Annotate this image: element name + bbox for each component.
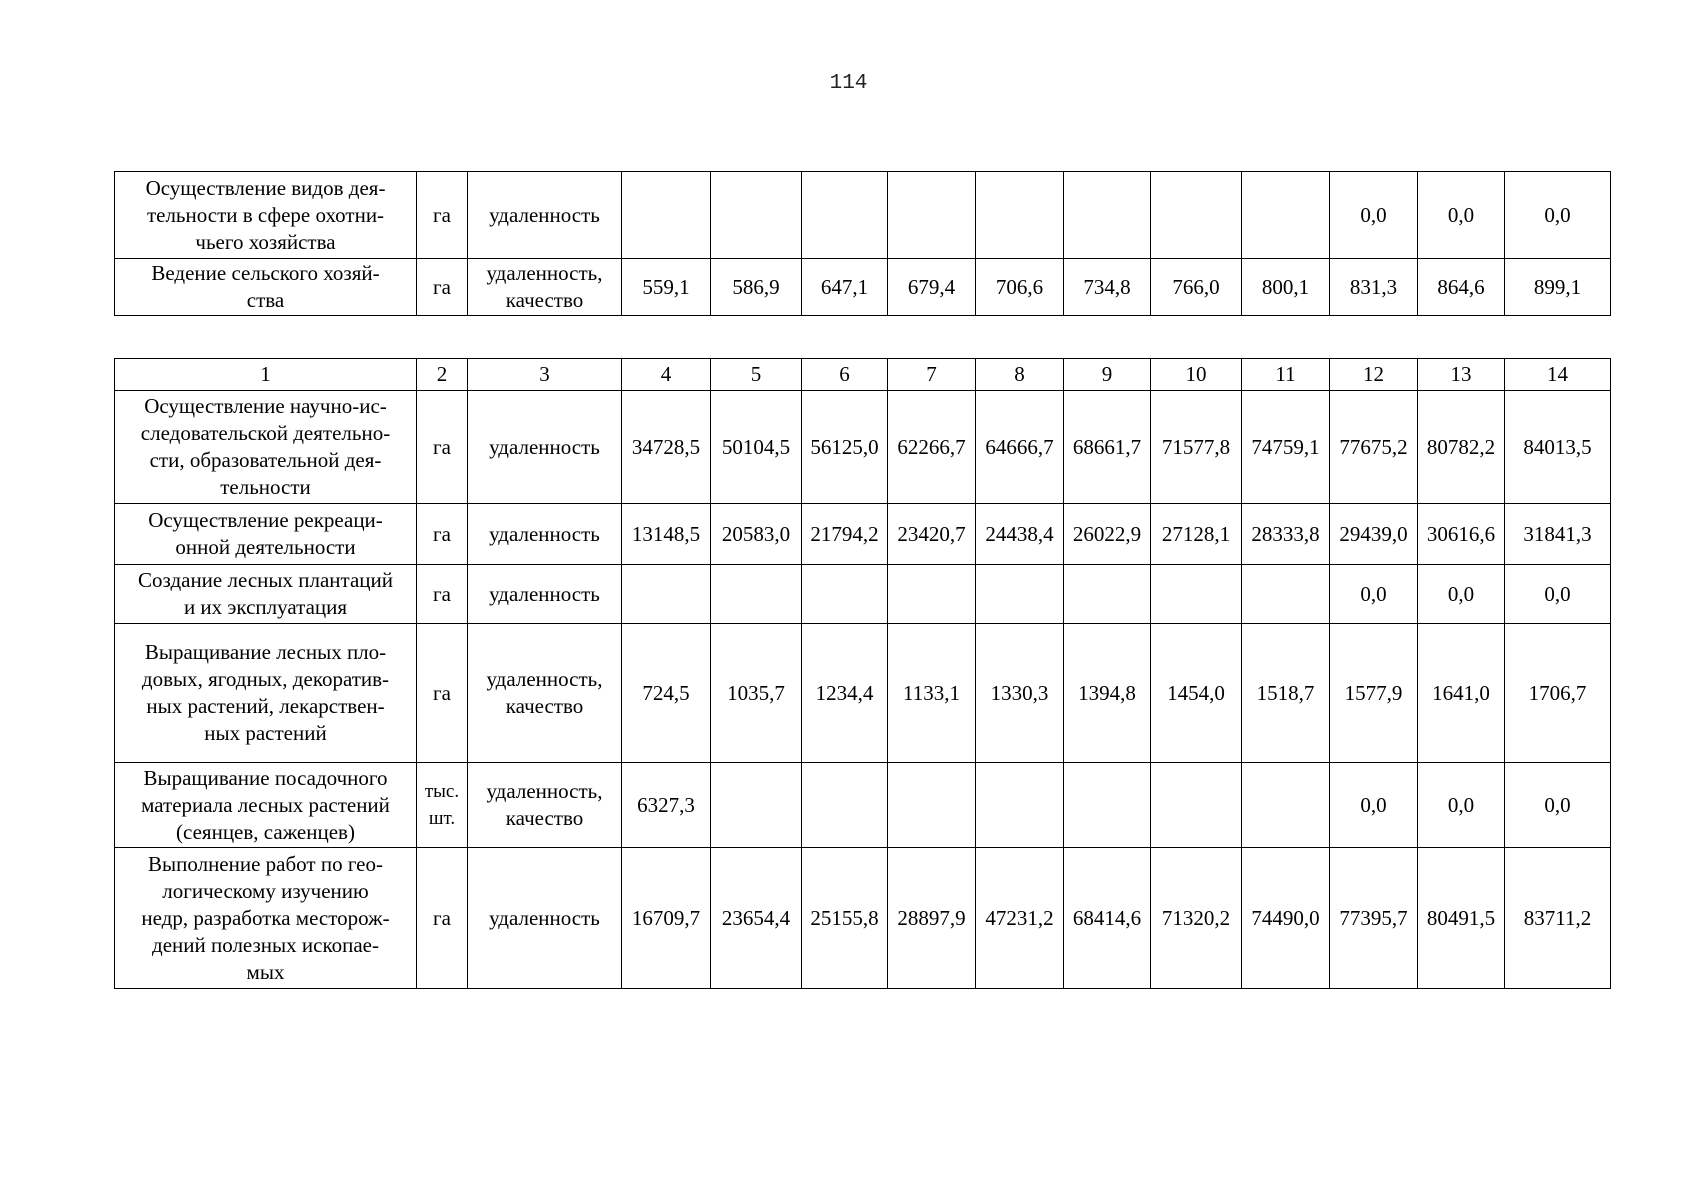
- column-number-cell: 6: [802, 359, 888, 391]
- value-cell: 77675,2: [1330, 391, 1418, 504]
- row-name-line: тельности в сфере охотни-: [146, 202, 385, 227]
- column-number-cell: 1: [115, 359, 417, 391]
- factor-cell: [468, 565, 622, 624]
- value-cell: 26022,9: [1064, 504, 1151, 565]
- value-cell: 68414,6: [1064, 848, 1151, 989]
- value-cell: 0,0: [1418, 763, 1505, 848]
- value-cell: 0,0: [1505, 565, 1611, 624]
- value-cell: 71577,8: [1151, 391, 1242, 504]
- value-cell: 25155,8: [802, 848, 888, 989]
- factor-text: удаленность: [489, 434, 600, 459]
- value-cell: 16709,7: [622, 848, 711, 989]
- value-cell: 34728,5: [622, 391, 711, 504]
- value-cell: 13148,5: [622, 504, 711, 565]
- value-cell: 47231,2: [976, 848, 1064, 989]
- row-name-line: следовательской деятельно-: [140, 421, 391, 445]
- value-cell: 62266,7: [888, 391, 976, 504]
- factor-cell: [468, 259, 622, 316]
- factor-text: удаленность, качество: [486, 779, 603, 830]
- table-row: [115, 565, 1611, 624]
- value-cell: 77395,7: [1330, 848, 1418, 989]
- unit-text: га: [433, 581, 451, 606]
- row-name-line: недр, разработка месторож-: [141, 905, 390, 930]
- column-number-cell: 3: [468, 359, 622, 391]
- forest-use-table: [114, 358, 1611, 989]
- row-name-cell: [115, 259, 417, 316]
- row-name-line: мых: [246, 959, 285, 984]
- factor-text: удаленность: [489, 202, 600, 227]
- row-name-cell: [115, 172, 417, 259]
- unit-text: га: [433, 521, 451, 546]
- value-cell: [711, 565, 802, 624]
- row-name-line: тельности: [220, 475, 311, 499]
- value-cell: [976, 763, 1064, 848]
- value-cell: [888, 172, 976, 259]
- unit-text: га: [433, 680, 451, 705]
- row-name-line: ных растений: [204, 721, 327, 745]
- row-name-cell: [115, 848, 417, 989]
- value-cell: [1064, 172, 1151, 259]
- row-name-line: Ведение сельского хозяй-: [151, 261, 380, 285]
- row-name-line: онной деятельности: [175, 535, 356, 559]
- unit-text: га: [433, 905, 451, 930]
- factor-cell: [468, 763, 622, 848]
- value-cell: 0,0: [1330, 565, 1418, 624]
- row-name-line: Осуществление видов дея-: [145, 175, 386, 200]
- value-cell: 800,1: [1242, 259, 1330, 316]
- value-cell: 56125,0: [802, 391, 888, 504]
- value-cell: 647,1: [802, 259, 888, 316]
- row-name-line: Создание лесных плантаций: [138, 568, 393, 592]
- row-name-line: логическому изучению: [162, 878, 369, 903]
- unit-cell: [417, 504, 468, 565]
- row-name-line: довых, ягодных, декоратив-: [141, 667, 390, 691]
- value-cell: 23420,7: [888, 504, 976, 565]
- table-row: [115, 391, 1611, 504]
- value-cell: 0,0: [1505, 763, 1611, 848]
- row-name-line: Выполнение работ по гео-: [148, 851, 383, 876]
- factor-cell: [468, 391, 622, 504]
- value-cell: 1035,7: [711, 624, 802, 763]
- value-cell: [622, 172, 711, 259]
- column-number-cell: 10: [1151, 359, 1242, 391]
- value-cell: 831,3: [1330, 259, 1418, 316]
- value-cell: 23654,4: [711, 848, 802, 989]
- value-cell: 679,4: [888, 259, 976, 316]
- row-name-line: и их эксплуатация: [183, 595, 348, 619]
- value-cell: 1641,0: [1418, 624, 1505, 763]
- value-cell: 0,0: [1505, 172, 1611, 259]
- column-number-cell: 4: [622, 359, 711, 391]
- column-number-cell: 12: [1330, 359, 1418, 391]
- column-number-cell: 11: [1242, 359, 1330, 391]
- value-cell: 706,6: [976, 259, 1064, 316]
- row-name-line: ства: [246, 288, 285, 312]
- factor-cell: [468, 504, 622, 565]
- row-name-cell: [115, 624, 417, 763]
- value-cell: [622, 565, 711, 624]
- column-number-cell: 9: [1064, 359, 1151, 391]
- value-cell: [976, 565, 1064, 624]
- value-cell: [1151, 565, 1242, 624]
- value-cell: 84013,5: [1505, 391, 1611, 504]
- unit-text: га: [433, 202, 451, 227]
- value-cell: 31841,3: [1505, 504, 1611, 565]
- column-number-cell: 14: [1505, 359, 1611, 391]
- unit-cell: [417, 763, 468, 848]
- value-cell: 83711,2: [1505, 848, 1611, 989]
- unit-text: га: [433, 274, 451, 299]
- unit-text: тыс. шт.: [424, 781, 460, 829]
- value-cell: 71320,2: [1151, 848, 1242, 989]
- value-cell: 899,1: [1505, 259, 1611, 316]
- value-cell: 1133,1: [888, 624, 976, 763]
- value-cell: [1242, 172, 1330, 259]
- page-number: 114: [829, 72, 868, 95]
- row-name-line: Выращивание посадочного: [143, 765, 388, 790]
- value-cell: 74490,0: [1242, 848, 1330, 989]
- value-cell: 20583,0: [711, 504, 802, 565]
- table-row: [115, 624, 1611, 763]
- value-cell: 24438,4: [976, 504, 1064, 565]
- value-cell: 50104,5: [711, 391, 802, 504]
- row-name-line: материала лесных растений: [141, 792, 390, 817]
- value-cell: [1242, 565, 1330, 624]
- value-cell: [802, 763, 888, 848]
- value-cell: [1064, 565, 1151, 624]
- column-number-cell: 13: [1418, 359, 1505, 391]
- value-cell: 0,0: [1418, 172, 1505, 259]
- unit-cell: [417, 172, 468, 259]
- value-cell: 30616,6: [1418, 504, 1505, 565]
- value-cell: 1518,7: [1242, 624, 1330, 763]
- value-cell: [1064, 763, 1151, 848]
- row-name-line: Осуществление научно-ис-: [144, 394, 387, 418]
- value-cell: 1330,3: [976, 624, 1064, 763]
- value-cell: [711, 763, 802, 848]
- row-name-cell: [115, 763, 417, 848]
- value-cell: [1151, 172, 1242, 259]
- row-name-line: (сеянцев, саженцев): [176, 819, 355, 844]
- value-cell: 80491,5: [1418, 848, 1505, 989]
- unit-text: га: [433, 434, 451, 459]
- table-row: [115, 172, 1611, 259]
- value-cell: 559,1: [622, 259, 711, 316]
- value-cell: 1394,8: [1064, 624, 1151, 763]
- value-cell: 724,5: [622, 624, 711, 763]
- table-row: [115, 763, 1611, 848]
- value-cell: 68661,7: [1064, 391, 1151, 504]
- table-row: [115, 259, 1611, 316]
- column-number-cell: 5: [711, 359, 802, 391]
- value-cell: [888, 565, 976, 624]
- unit-cell: [417, 848, 468, 989]
- row-name-cell: [115, 391, 417, 504]
- row-name-line: Выращивание лесных пло-: [144, 640, 387, 664]
- row-name-line: чьего хозяйства: [195, 229, 336, 254]
- row-name-line: сти, образовательной дея-: [149, 448, 382, 472]
- value-cell: [711, 172, 802, 259]
- value-cell: 27128,1: [1151, 504, 1242, 565]
- value-cell: 28333,8: [1242, 504, 1330, 565]
- unit-cell: [417, 565, 468, 624]
- unit-cell: [417, 624, 468, 763]
- value-cell: 586,9: [711, 259, 802, 316]
- factor-text: удаленность: [489, 581, 600, 606]
- value-cell: 0,0: [1330, 172, 1418, 259]
- value-cell: 28897,9: [888, 848, 976, 989]
- row-name-cell: [115, 565, 417, 624]
- column-number-cell: 2: [417, 359, 468, 391]
- table-row: [115, 848, 1611, 989]
- value-cell: 21794,2: [802, 504, 888, 565]
- value-cell: 864,6: [1418, 259, 1505, 316]
- value-cell: 1234,4: [802, 624, 888, 763]
- column-number-cell: 8: [976, 359, 1064, 391]
- factor-text: удаленность: [489, 521, 600, 546]
- value-cell: 734,8: [1064, 259, 1151, 316]
- header-row: [115, 359, 1611, 391]
- row-name-line: ных растений, лекарствен-: [146, 694, 385, 718]
- value-cell: 1577,9: [1330, 624, 1418, 763]
- value-cell: 29439,0: [1330, 504, 1418, 565]
- table-row: [115, 504, 1611, 565]
- unit-cell: [417, 259, 468, 316]
- factor-text: удаленность, качество: [486, 261, 603, 312]
- factor-cell: [468, 172, 622, 259]
- row-name-line: дений полезных ископае-: [152, 932, 379, 957]
- value-cell: 0,0: [1418, 565, 1505, 624]
- value-cell: [976, 172, 1064, 259]
- unit-cell: [417, 391, 468, 504]
- value-cell: [1151, 763, 1242, 848]
- value-cell: [888, 763, 976, 848]
- column-number-cell: 7: [888, 359, 976, 391]
- value-cell: [802, 172, 888, 259]
- value-cell: 1706,7: [1505, 624, 1611, 763]
- factor-text: удаленность: [489, 905, 600, 930]
- value-cell: [1242, 763, 1330, 848]
- row-name-line: Осуществление рекреаци-: [148, 508, 383, 532]
- row-name-cell: [115, 504, 417, 565]
- value-cell: 74759,1: [1242, 391, 1330, 504]
- value-cell: [802, 565, 888, 624]
- value-cell: 6327,3: [622, 763, 711, 848]
- continuation-table: [114, 171, 1611, 316]
- value-cell: 64666,7: [976, 391, 1064, 504]
- value-cell: 0,0: [1330, 763, 1418, 848]
- value-cell: 80782,2: [1418, 391, 1505, 504]
- value-cell: 1454,0: [1151, 624, 1242, 763]
- factor-cell: [468, 624, 622, 763]
- value-cell: 766,0: [1151, 259, 1242, 316]
- factor-cell: [468, 848, 622, 989]
- factor-text: удаленность, качество: [486, 667, 603, 718]
